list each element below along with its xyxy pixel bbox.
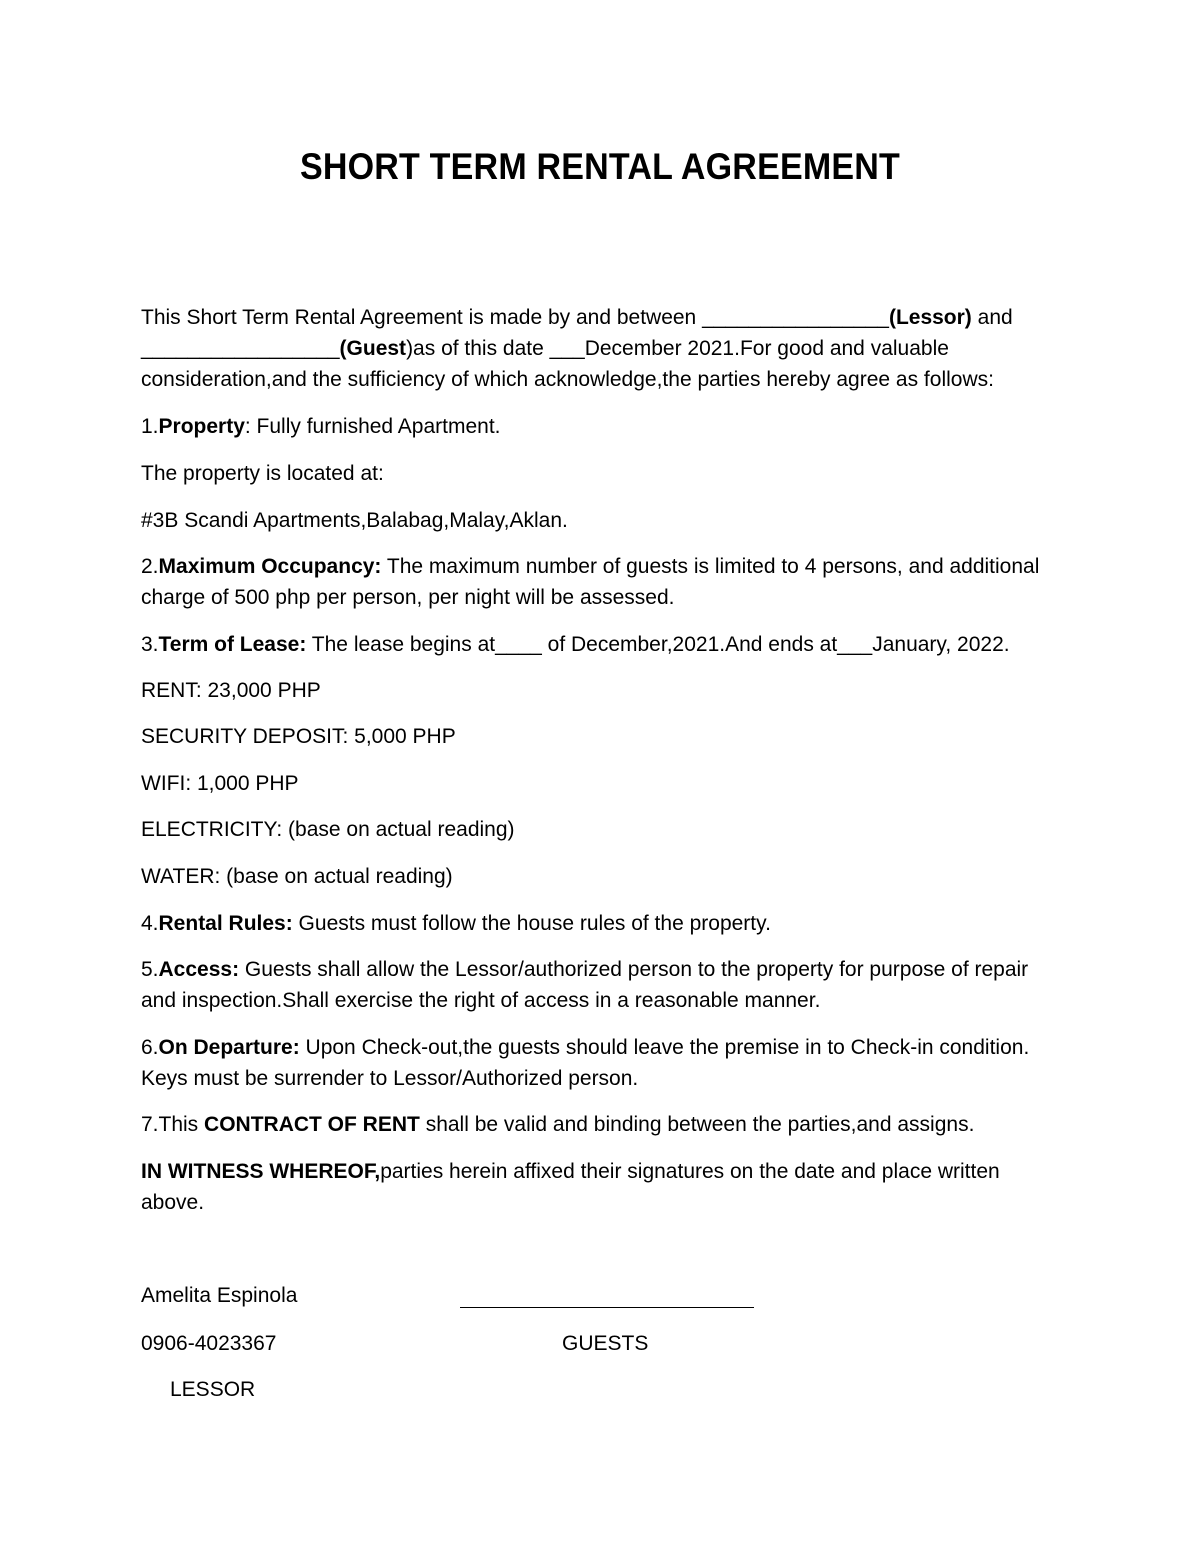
clause-text: The lease begins at____ of December,2021.And ends at___January, 2022.: [306, 633, 1010, 656]
clause-label: Term of Lease:: [158, 633, 307, 656]
clause-text: : Fully furnished Apartment.: [244, 415, 501, 438]
clause-label: Maximum Occupancy:: [158, 555, 382, 578]
clause-label: CONTRACT OF RENT: [204, 1113, 420, 1136]
clause-departure-cont: Keys must be surrender to Lessor/Authorized person.: [141, 1067, 639, 1090]
clause-text: The maximum number of guests is limited to 4 persons, and additional: [381, 555, 1040, 578]
guest-blank: _________________: [141, 337, 340, 360]
clause-occupancy: [141, 551, 1039, 582]
clause-number: 2.: [141, 555, 159, 578]
lessor-label: (Lessor): [888, 306, 972, 329]
clause-contract: [141, 1109, 974, 1140]
date-blank: ___: [549, 337, 585, 360]
clause-text: shall be valid and binding between the parties,and assigns.: [419, 1113, 975, 1136]
clause-departure: [141, 1032, 1029, 1063]
property-address: #3B Scandi Apartments,Balabag,Malay,Aklan.: [141, 509, 568, 532]
clause-label: On Departure:: [158, 1036, 300, 1059]
intro-line-3: consideration,and the sufficiency of which acknowledge,the parties hereby agree as follows:: [141, 368, 994, 391]
clause-rules: [141, 908, 771, 939]
intro-line-1: [141, 302, 1013, 333]
clause-text: Guests must follow the house rules of the property.: [292, 912, 771, 935]
guest-label: (Guest: [339, 337, 407, 360]
document-title: SHORT TERM RENTAL AGREEMENT: [299, 146, 901, 187]
intro-line-2: [141, 333, 949, 364]
guest-signature-line: [460, 1307, 754, 1308]
clause-text: Guests shall allow the Lessor/authorized person to the property for purpose of repair: [239, 958, 1029, 981]
intro-month-text: December 2021.For good and valuable: [584, 337, 949, 360]
clause-property: [141, 411, 501, 442]
clause-term: [141, 629, 1010, 660]
fee-wifi: WIFI: 1,000 PHP: [141, 772, 299, 795]
fee-deposit: SECURITY DEPOSIT: 5,000 PHP: [141, 725, 456, 748]
lessor-blank: ________________: [702, 306, 889, 329]
intro-date-text: )as of this date: [406, 337, 550, 360]
intro-text: This Short Term Rental Agreement is made by and between: [141, 306, 703, 329]
property-located-text: The property is located at:: [141, 462, 384, 485]
witness-line-2: above.: [141, 1191, 205, 1214]
clause-label: Property: [158, 415, 245, 438]
clause-access-cont: and inspection.Shall exercise the right of access in a reasonable manner.: [141, 989, 821, 1012]
lessor-phone: 0906-4023367: [141, 1332, 277, 1355]
clause-occupancy-cont: charge of 500 php per person, per night will be assessed.: [141, 586, 675, 609]
intro-and: and: [971, 306, 1013, 329]
clause-number: 3.: [141, 633, 159, 656]
clause-number: 5.: [141, 958, 159, 981]
clause-number: 1.: [141, 415, 159, 438]
clause-number: 6.: [141, 1036, 159, 1059]
witness-label: IN WITNESS WHEREOF,: [141, 1160, 381, 1183]
clause-text: Upon Check-out,the guests should leave the premise in to Check-in condition.: [299, 1036, 1030, 1059]
guests-label: GUESTS: [562, 1332, 649, 1355]
clause-access: [141, 954, 1028, 985]
clause-number: 4.: [141, 912, 159, 935]
fee-rent: RENT: 23,000 PHP: [141, 679, 321, 702]
clause-label: Rental Rules:: [158, 912, 293, 935]
clause-label: Access:: [158, 958, 240, 981]
clause-prefix: 7.This: [141, 1113, 205, 1136]
lessor-label: LESSOR: [170, 1378, 256, 1401]
lessor-name: Amelita Espinola: [141, 1284, 298, 1307]
witness-text: parties herein affixed their signatures on the date and place written: [380, 1160, 1000, 1183]
witness-line-1: [141, 1156, 1000, 1187]
fee-electricity: ELECTRICITY: (base on actual reading): [141, 818, 515, 841]
fee-water: WATER: (base on actual reading): [141, 865, 453, 888]
